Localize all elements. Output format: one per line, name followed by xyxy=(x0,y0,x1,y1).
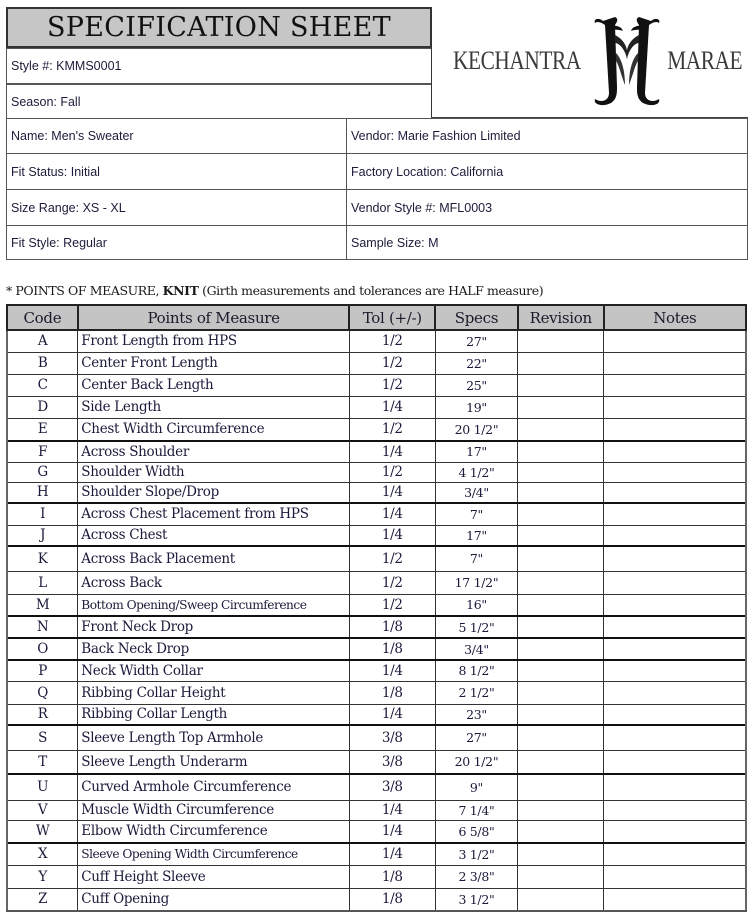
column-header-code: Code xyxy=(7,305,78,330)
point-of-measure-cell: Sleeve Opening Width Circumference xyxy=(78,843,350,865)
tolerance-cell: 1/8 xyxy=(349,865,435,888)
table-row xyxy=(7,704,746,725)
revision-cell xyxy=(518,571,604,594)
revision-cell xyxy=(518,638,604,660)
code-cell: L xyxy=(7,571,78,594)
tolerance-cell: 3/8 xyxy=(349,750,435,774)
table-row xyxy=(7,638,746,660)
table-row xyxy=(7,843,746,865)
spec-cell: 20 1/2" xyxy=(435,418,518,441)
season-cell xyxy=(6,84,432,118)
code-cell: M xyxy=(7,594,78,616)
vendor: Vendor: Marie Fashion Limited xyxy=(351,129,521,143)
sample-size-cell xyxy=(346,225,748,260)
notes-cell xyxy=(604,482,746,503)
notes-cell xyxy=(604,525,746,546)
fit-style: Fit Style: Regular xyxy=(11,235,107,250)
notes-cell xyxy=(604,820,746,843)
spec-cell: 23" xyxy=(435,704,518,725)
point-of-measure-cell: Front Length from HPS xyxy=(78,330,350,352)
revision-cell xyxy=(518,396,604,418)
code-cell: I xyxy=(7,503,78,525)
spec-cell: 7 1/4" xyxy=(435,800,518,820)
revision-cell xyxy=(518,525,604,546)
tolerance-cell: 1/2 xyxy=(349,352,435,374)
season: Season: Fall xyxy=(11,94,81,109)
table-row xyxy=(7,352,746,374)
point-of-measure-cell: Shoulder Width xyxy=(78,462,350,482)
code-cell: J xyxy=(7,525,78,546)
notes-cell xyxy=(604,660,746,681)
notes-cell xyxy=(604,571,746,594)
fit-status: Fit Status: Initial xyxy=(11,164,100,179)
point-of-measure-cell: Across Shoulder xyxy=(78,441,350,462)
spec-cell: 3/4" xyxy=(435,638,518,660)
tolerance-cell: 1/2 xyxy=(349,374,435,396)
notes-cell xyxy=(604,330,746,352)
code-cell: D xyxy=(7,396,78,418)
notes-cell xyxy=(604,352,746,374)
column-header-specs: Specs xyxy=(435,305,518,330)
tolerance-cell: 1/4 xyxy=(349,525,435,546)
spec-cell: 25" xyxy=(435,374,518,396)
code-cell: F xyxy=(7,441,78,462)
point-of-measure-cell: Neck Width Collar xyxy=(78,660,350,681)
spec-cell: 2 3/8" xyxy=(435,865,518,888)
sample-size: Sample Size: M xyxy=(351,235,439,250)
revision-cell xyxy=(518,441,604,462)
spec-cell: 3 1/2" xyxy=(435,888,518,911)
table-row xyxy=(7,681,746,704)
tolerance-cell: 1/2 xyxy=(349,330,435,352)
table-row xyxy=(7,725,746,750)
revision-cell xyxy=(518,616,604,638)
pom-caption-prefix: * POINTS OF MEASURE, xyxy=(6,283,163,298)
spec-cell: 2 1/2" xyxy=(435,681,518,704)
point-of-measure-cell: Across Back Placement xyxy=(78,546,350,571)
revision-cell xyxy=(518,503,604,525)
code-cell: V xyxy=(7,800,78,820)
point-of-measure-cell: Sleeve Length Underarm xyxy=(78,750,350,774)
notes-cell xyxy=(604,704,746,725)
notes-cell xyxy=(604,888,746,911)
table-row xyxy=(7,462,746,482)
point-of-measure-cell: Elbow Width Circumference xyxy=(78,820,350,843)
brand-name-right: MARAE xyxy=(667,46,743,75)
table-row xyxy=(7,525,746,546)
point-of-measure-cell: Center Back Length xyxy=(78,374,350,396)
notes-cell xyxy=(604,681,746,704)
column-header-revision: Revision xyxy=(518,305,604,330)
notes-cell xyxy=(604,725,746,750)
revision-cell xyxy=(518,660,604,681)
spec-cell: 27" xyxy=(435,725,518,750)
brand-name-left: KECHANTRA xyxy=(453,46,582,75)
column-header-tolerance: Tol (+/-) xyxy=(349,305,435,330)
pom-caption-knit: KNIT xyxy=(162,283,199,298)
table-header-row xyxy=(7,305,746,330)
km-monogram-icon xyxy=(589,13,665,109)
code-cell: S xyxy=(7,725,78,750)
vendor-cell xyxy=(346,118,748,154)
code-cell: U xyxy=(7,774,78,800)
spec-cell: 17" xyxy=(435,441,518,462)
factory-location: Factory Location: California xyxy=(351,164,504,179)
spec-cell: 22" xyxy=(435,352,518,374)
tolerance-cell: 1/4 xyxy=(349,800,435,820)
table-row xyxy=(7,396,746,418)
pom-caption-suffix: (Girth measurements and tolerances are HALF measure) xyxy=(198,283,544,298)
tolerance-cell: 1/4 xyxy=(349,482,435,503)
code-cell: N xyxy=(7,616,78,638)
tolerance-cell: 1/4 xyxy=(349,396,435,418)
code-cell: P xyxy=(7,660,78,681)
spec-cell: 17 1/2" xyxy=(435,571,518,594)
point-of-measure-cell: Across Chest Placement from HPS xyxy=(78,503,350,525)
code-cell: G xyxy=(7,462,78,482)
tolerance-cell: 1/8 xyxy=(349,616,435,638)
notes-cell xyxy=(604,750,746,774)
point-of-measure-cell: Side Length xyxy=(78,396,350,418)
tolerance-cell: 1/2 xyxy=(349,462,435,482)
tolerance-cell: 3/8 xyxy=(349,725,435,750)
style-number-cell xyxy=(6,48,432,84)
revision-cell xyxy=(518,681,604,704)
code-cell: R xyxy=(7,704,78,725)
fit-status-cell xyxy=(6,153,347,190)
factory-location-cell xyxy=(346,153,748,190)
revision-cell xyxy=(518,750,604,774)
column-header-points-of-measure: Points of Measure xyxy=(78,305,350,330)
tolerance-cell: 3/8 xyxy=(349,774,435,800)
point-of-measure-cell: Muscle Width Circumference xyxy=(78,800,350,820)
spec-cell: 16" xyxy=(435,594,518,616)
code-cell: B xyxy=(7,352,78,374)
size-range: Size Range: XS - XL xyxy=(11,200,126,215)
tolerance-cell: 1/4 xyxy=(349,441,435,462)
spec-cell: 7" xyxy=(435,546,518,571)
table-row xyxy=(7,546,746,571)
revision-cell xyxy=(518,482,604,503)
spec-cell: 8 1/2" xyxy=(435,660,518,681)
notes-cell xyxy=(604,441,746,462)
revision-cell xyxy=(518,594,604,616)
revision-cell xyxy=(518,820,604,843)
spec-cell: 3 1/2" xyxy=(435,843,518,865)
revision-cell xyxy=(518,865,604,888)
tolerance-cell: 1/2 xyxy=(349,594,435,616)
pom-caption xyxy=(6,283,543,298)
notes-cell xyxy=(604,546,746,571)
spec-cell: 6 5/8" xyxy=(435,820,518,843)
notes-cell xyxy=(604,396,746,418)
spec-cell: 5 1/2" xyxy=(435,616,518,638)
code-cell: Z xyxy=(7,888,78,911)
tolerance-cell: 1/2 xyxy=(349,546,435,571)
tolerance-cell: 1/4 xyxy=(349,843,435,865)
revision-cell xyxy=(518,462,604,482)
code-cell: C xyxy=(7,374,78,396)
table-row xyxy=(7,594,746,616)
column-header-notes: Notes xyxy=(604,305,746,330)
code-cell: O xyxy=(7,638,78,660)
table-row xyxy=(7,482,746,503)
table-row xyxy=(7,660,746,681)
vendor-style-cell xyxy=(346,189,748,226)
point-of-measure-cell: Ribbing Collar Length xyxy=(78,704,350,725)
point-of-measure-cell: Ribbing Collar Height xyxy=(78,681,350,704)
code-cell: X xyxy=(7,843,78,865)
point-of-measure-cell: Across Back xyxy=(78,571,350,594)
revision-cell xyxy=(518,418,604,441)
notes-cell xyxy=(604,843,746,865)
spec-cell: 3/4" xyxy=(435,482,518,503)
code-cell: A xyxy=(7,330,78,352)
point-of-measure-cell: Chest Width Circumference xyxy=(78,418,350,441)
tolerance-cell: 1/8 xyxy=(349,638,435,660)
revision-cell xyxy=(518,843,604,865)
tolerance-cell: 1/8 xyxy=(349,888,435,911)
table-row xyxy=(7,750,746,774)
spec-cell: 27" xyxy=(435,330,518,352)
point-of-measure-cell: Cuff Opening xyxy=(78,888,350,911)
table-row xyxy=(7,888,746,911)
table-row xyxy=(7,820,746,843)
tolerance-cell: 1/4 xyxy=(349,660,435,681)
spec-cell: 17" xyxy=(435,525,518,546)
code-cell: H xyxy=(7,482,78,503)
revision-cell xyxy=(518,800,604,820)
notes-cell xyxy=(604,594,746,616)
tolerance-cell: 1/4 xyxy=(349,503,435,525)
notes-cell xyxy=(604,462,746,482)
revision-cell xyxy=(518,725,604,750)
point-of-measure-cell: Cuff Height Sleeve xyxy=(78,865,350,888)
revision-cell xyxy=(518,774,604,800)
point-of-measure-cell: Bottom Opening/Sweep Circumference xyxy=(78,594,350,616)
point-of-measure-cell: Shoulder Slope/Drop xyxy=(78,482,350,503)
table-row xyxy=(7,374,746,396)
revision-cell xyxy=(518,888,604,911)
table-row xyxy=(7,503,746,525)
notes-cell xyxy=(604,616,746,638)
revision-cell xyxy=(518,546,604,571)
point-of-measure-cell: Sleeve Length Top Armhole xyxy=(78,725,350,750)
revision-cell xyxy=(518,374,604,396)
table-row xyxy=(7,616,746,638)
notes-cell xyxy=(604,418,746,441)
name-cell xyxy=(6,118,347,154)
tolerance-cell: 1/8 xyxy=(349,681,435,704)
vendor-style-number: Vendor Style #: MFL0003 xyxy=(351,200,493,215)
spec-cell: 20 1/2" xyxy=(435,750,518,774)
notes-cell xyxy=(604,374,746,396)
tolerance-cell: 1/4 xyxy=(349,704,435,725)
point-of-measure-cell: Front Neck Drop xyxy=(78,616,350,638)
revision-cell xyxy=(518,352,604,374)
point-of-measure-cell: Curved Armhole Circumference xyxy=(78,774,350,800)
brand-logo xyxy=(436,8,754,114)
code-cell: Q xyxy=(7,681,78,704)
tolerance-cell: 1/4 xyxy=(349,820,435,843)
spec-cell: 19" xyxy=(435,396,518,418)
spec-cell: 7" xyxy=(435,503,518,525)
notes-cell xyxy=(604,865,746,888)
size-range-cell xyxy=(6,189,347,226)
garment-name: Name: Men's Sweater xyxy=(11,129,134,143)
fit-style-cell xyxy=(6,225,347,260)
spec-sheet-title-box xyxy=(6,7,432,48)
revision-cell xyxy=(518,330,604,352)
point-of-measure-cell: Across Chest xyxy=(78,525,350,546)
revision-cell xyxy=(518,704,604,725)
style-number: Style #: KMMS0001 xyxy=(11,59,122,73)
notes-cell xyxy=(604,800,746,820)
notes-cell xyxy=(604,638,746,660)
table-row xyxy=(7,774,746,800)
code-cell: T xyxy=(7,750,78,774)
code-cell: K xyxy=(7,546,78,571)
point-of-measure-cell: Center Front Length xyxy=(78,352,350,374)
table-row xyxy=(7,418,746,441)
table-row xyxy=(7,441,746,462)
code-cell: W xyxy=(7,820,78,843)
header-divider xyxy=(431,48,432,118)
tolerance-cell: 1/2 xyxy=(349,418,435,441)
spec-cell: 4 1/2" xyxy=(435,462,518,482)
points-of-measure-table xyxy=(6,304,747,912)
code-cell: E xyxy=(7,418,78,441)
point-of-measure-cell: Back Neck Drop xyxy=(78,638,350,660)
code-cell: Y xyxy=(7,865,78,888)
table-row xyxy=(7,800,746,820)
page-title: SPECIFICATION SHEET xyxy=(47,12,391,43)
table-row xyxy=(7,571,746,594)
notes-cell xyxy=(604,503,746,525)
tolerance-cell: 1/2 xyxy=(349,571,435,594)
table-row xyxy=(7,330,746,352)
notes-cell xyxy=(604,774,746,800)
spec-cell: 9" xyxy=(435,774,518,800)
table-row xyxy=(7,865,746,888)
